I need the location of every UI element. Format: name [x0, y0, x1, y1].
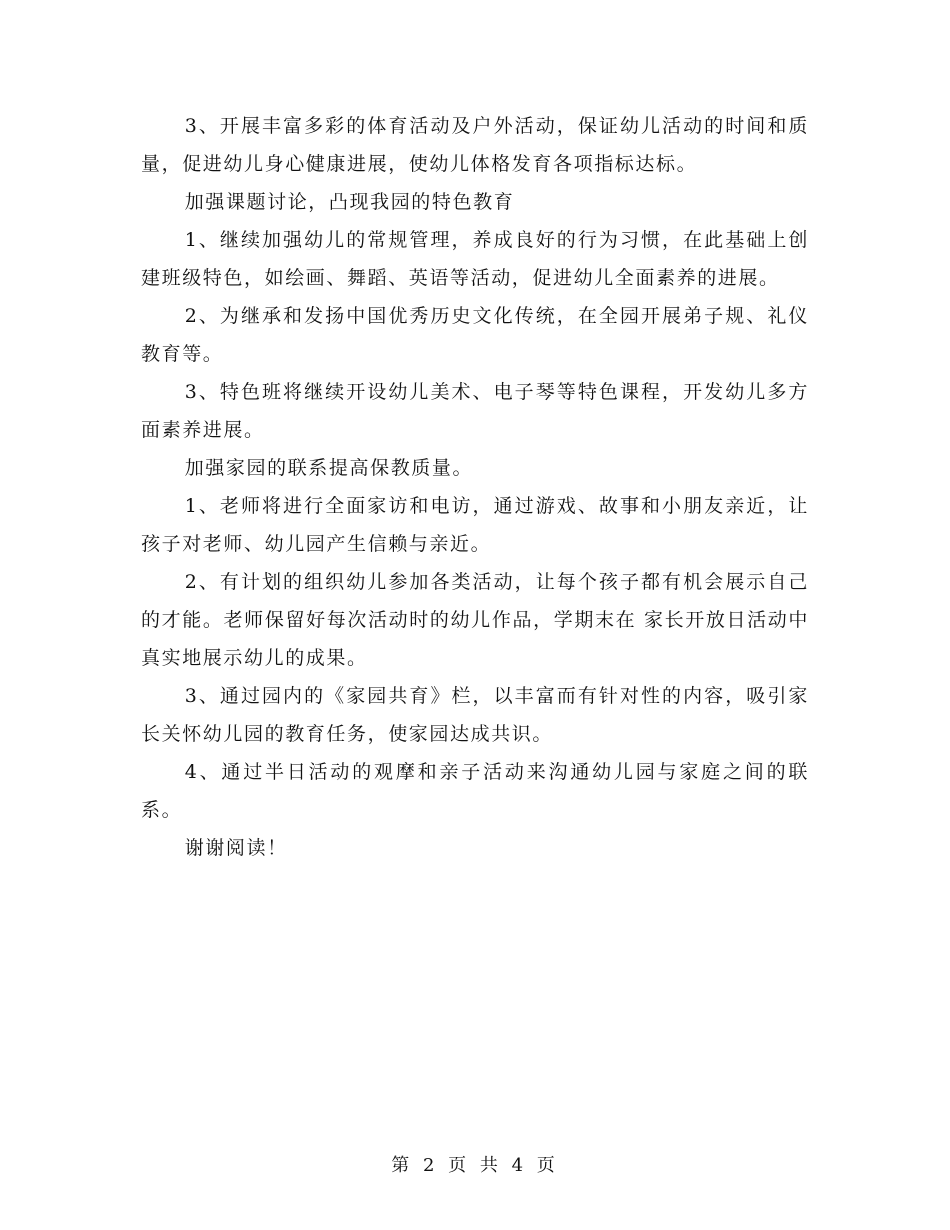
paragraph-sports-activities: 3、开展丰富多彩的体育活动及户外活动，保证幼儿活动的时间和质量，促进幼儿身心健康进展，使幼儿体格发育各项指标达标。 — [141, 115, 809, 175]
document-body — [141, 107, 809, 867]
paragraph-routine-management: 1、继续加强幼儿的常规管理，养成良好的行为习惯，在此基础上创建班级特色，如绘画、舞蹈、英语等活动，促进幼儿全面素养的进展。 — [141, 229, 809, 289]
closing-thanks: 谢谢阅读！ — [184, 837, 288, 859]
section-heading-research: 加强课题讨论，凸现我园的特色教育 — [184, 191, 515, 213]
paragraph-organized-activities: 2、有计划的组织幼儿参加各类活动，让每个孩子都有机会展示自己的才能。老师保留好每次活动时的幼儿作品，学期末在 家长开放日活动中真实地展示幼儿的成果。 — [141, 571, 809, 669]
page-number-footer: 第 2 页 共 4 页 — [391, 1155, 559, 1176]
paragraph-traditional-culture: 2、为继承和发扬中国优秀历史文化传统，在全园开展弟子规、礼仪教育等。 — [141, 305, 809, 365]
paragraph-half-day-activities: 4、通过半日活动的观摩和亲子活动来沟通幼儿园与家庭之间的联系。 — [141, 761, 809, 821]
section-heading-home-school: 加强家园的联系提高保教质量。 — [184, 457, 474, 479]
paragraph-home-visits: 1、老师将进行全面家访和电访，通过游戏、故事和小朋友亲近，让孩子对老师、幼儿园产生信赖与亲近。 — [141, 495, 809, 555]
paragraph-bulletin-column: 3、通过园内的《家园共育》栏，以丰富而有针对性的内容，吸引家长关怀幼儿园的教育任务，使家园达成共识。 — [141, 685, 809, 745]
paragraph-special-classes: 3、特色班将继续开设幼儿美术、电子琴等特色课程，开发幼儿多方面素养进展。 — [141, 381, 809, 441]
